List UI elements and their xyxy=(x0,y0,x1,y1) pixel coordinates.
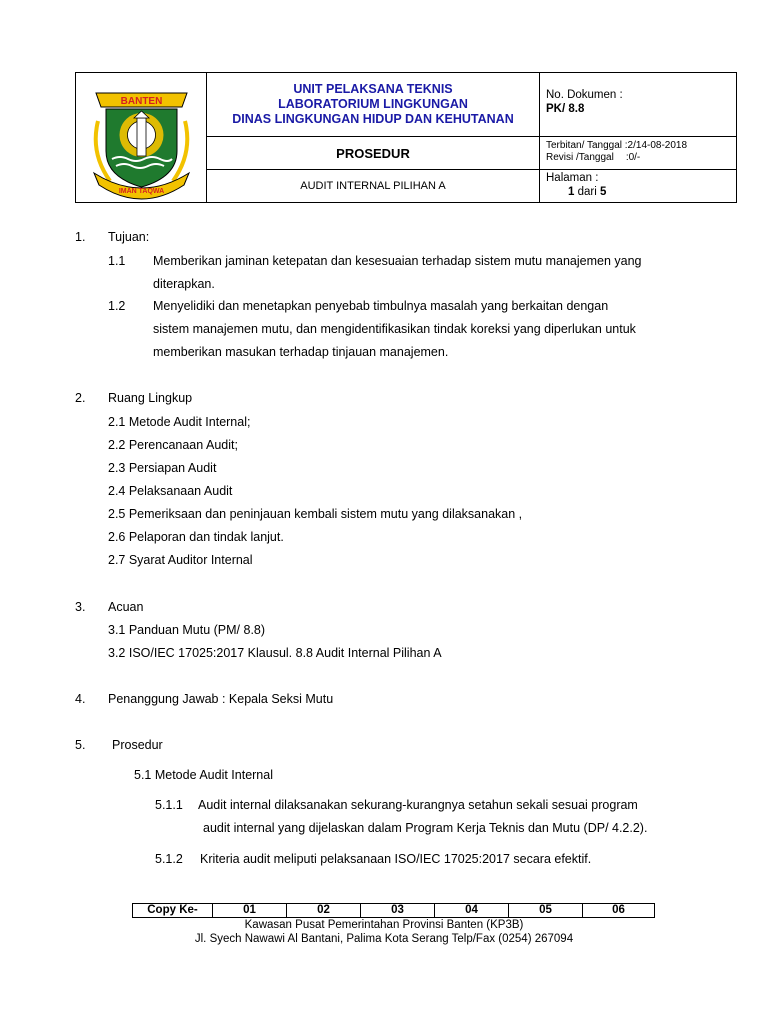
section-2-number: 2. xyxy=(75,391,86,405)
scope-item: 2.7 Syarat Auditor Internal xyxy=(108,553,253,567)
item-5-1-1-line-2: audit internal yang dijelaskan dalam Program Kerja Teknis dan Mutu (DP/ 4.2.2). xyxy=(203,821,648,835)
org-line-3: DINAS LINGKUNGAN HIDUP DAN KEHUTANAN xyxy=(232,112,514,126)
org-line-1: UNIT PELAKSANA TEKNIS xyxy=(293,82,453,96)
procedure-label: PROSEDUR xyxy=(207,137,540,170)
org-line-2: LABORATORIUM LINGKUNGAN xyxy=(278,97,468,111)
issue-revision-info xyxy=(540,137,736,170)
item-1-1-line-1: Memberikan jaminan ketepatan dan kesesuaian terhadap sistem mutu manajemen yang xyxy=(153,254,642,268)
copy-col: 06 xyxy=(612,904,625,916)
copy-col: 04 xyxy=(435,904,509,917)
issued-label: Terbitan/ Tanggal : xyxy=(546,140,628,151)
page-total: 5 xyxy=(600,186,607,198)
item-1-2-number: 1.2 xyxy=(108,299,126,313)
section-5-title: Prosedur xyxy=(112,738,163,752)
copy-col: 03 xyxy=(361,904,435,917)
item-1-2-line-2: sistem manajemen mutu, dan mengidentifikasikan tindak koreksi yang diperlukan untuk xyxy=(153,322,636,336)
copy-label: Copy Ke- xyxy=(133,904,213,917)
item-1-1-line-2: diterapkan. xyxy=(153,277,215,291)
scope-item: 2.5 Pemeriksaan dan peninjauan kembali sistem mutu yang dilaksanakan , xyxy=(108,507,523,521)
item-1-1-number: 1.1 xyxy=(108,254,126,268)
section-3-number: 3. xyxy=(75,600,86,614)
section-1-number: 1. xyxy=(75,230,86,244)
scope-item: 2.4 Pelaksanaan Audit xyxy=(108,484,233,498)
item-1-2-line-1: Menyelidiki dan menetapkan penyebab timbulnya masalah yang berkaitan dengan xyxy=(153,299,609,313)
subsection-5-1-title: 5.1 Metode Audit Internal xyxy=(134,768,273,782)
section-5-number: 5. xyxy=(75,738,86,752)
organization-title xyxy=(207,73,540,137)
footer-address-line-2: Jl. Syech Nawawi Al Bantani, Palima Kota Serang Telp/Fax (0254) 267094 xyxy=(194,933,574,945)
item-5-1-1-number: 5.1.1 xyxy=(155,798,183,812)
doc-no-value: PK/ 8.8 xyxy=(546,103,585,115)
revision-value: :0/- xyxy=(625,152,641,163)
revision-label: Revisi /Tanggal xyxy=(546,152,614,163)
section-3-title: Acuan xyxy=(108,600,144,614)
procedure-title: AUDIT INTERNAL PILIHAN A xyxy=(207,170,540,202)
scope-item: 2.1 Metode Audit Internal; xyxy=(108,415,251,429)
document-number xyxy=(540,73,736,137)
issued-value: 2/14-08-2018 xyxy=(627,140,688,151)
banten-emblem-logo xyxy=(76,73,207,202)
section-4-number: 4. xyxy=(75,692,86,706)
section-4-title: Penanggung Jawab : Kepala Seksi Mutu xyxy=(108,692,334,706)
footer-address-line-1: Kawasan Pusat Pemerintahan Provinsi Banten (KP3B) xyxy=(244,919,524,931)
svg-text:BANTEN: BANTEN xyxy=(120,96,163,107)
section-2-title: Ruang Lingkup xyxy=(108,391,193,405)
page-sep: dari xyxy=(577,186,597,198)
copy-col: 01 xyxy=(213,904,287,917)
scope-item: 2.2 Perencanaan Audit; xyxy=(108,438,238,452)
item-5-1-2-line-1: Kriteria audit meliputi pelaksanaan ISO/IEC 17025:2017 secara efektif. xyxy=(200,852,592,866)
logo-cell xyxy=(76,73,207,202)
scope-item: 2.3 Persiapan Audit xyxy=(108,461,217,475)
item-1-2-line-3: memberikan masukan terhadap tinjauan manajemen. xyxy=(153,345,449,359)
document-header-table xyxy=(75,72,737,203)
page-label: Halaman : xyxy=(546,172,599,184)
page-info xyxy=(540,170,736,202)
copy-col: 02 xyxy=(287,904,361,917)
item-5-1-2-number: 5.1.2 xyxy=(155,852,183,866)
svg-text:IMAN TAQWA: IMAN TAQWA xyxy=(118,188,165,195)
page-current: 1 xyxy=(568,186,575,198)
scope-item: 2.6 Pelaporan dan tindak lanjut. xyxy=(108,530,284,544)
doc-no-label: No. Dokumen : xyxy=(546,89,623,101)
item-5-1-1-line-1: Audit internal dilaksanakan sekurang-kurangnya setahun sekali sesuai program xyxy=(198,798,638,812)
copy-distribution-table xyxy=(132,903,655,918)
reference-item: 3.2 ISO/IEC 17025:2017 Klausul. 8.8 Audit Internal Pilihan A xyxy=(108,646,442,660)
copy-col: 05 xyxy=(509,904,583,917)
section-1-title: Tujuan: xyxy=(108,230,150,244)
reference-item: 3.1 Panduan Mutu (PM/ 8.8) xyxy=(108,623,266,637)
